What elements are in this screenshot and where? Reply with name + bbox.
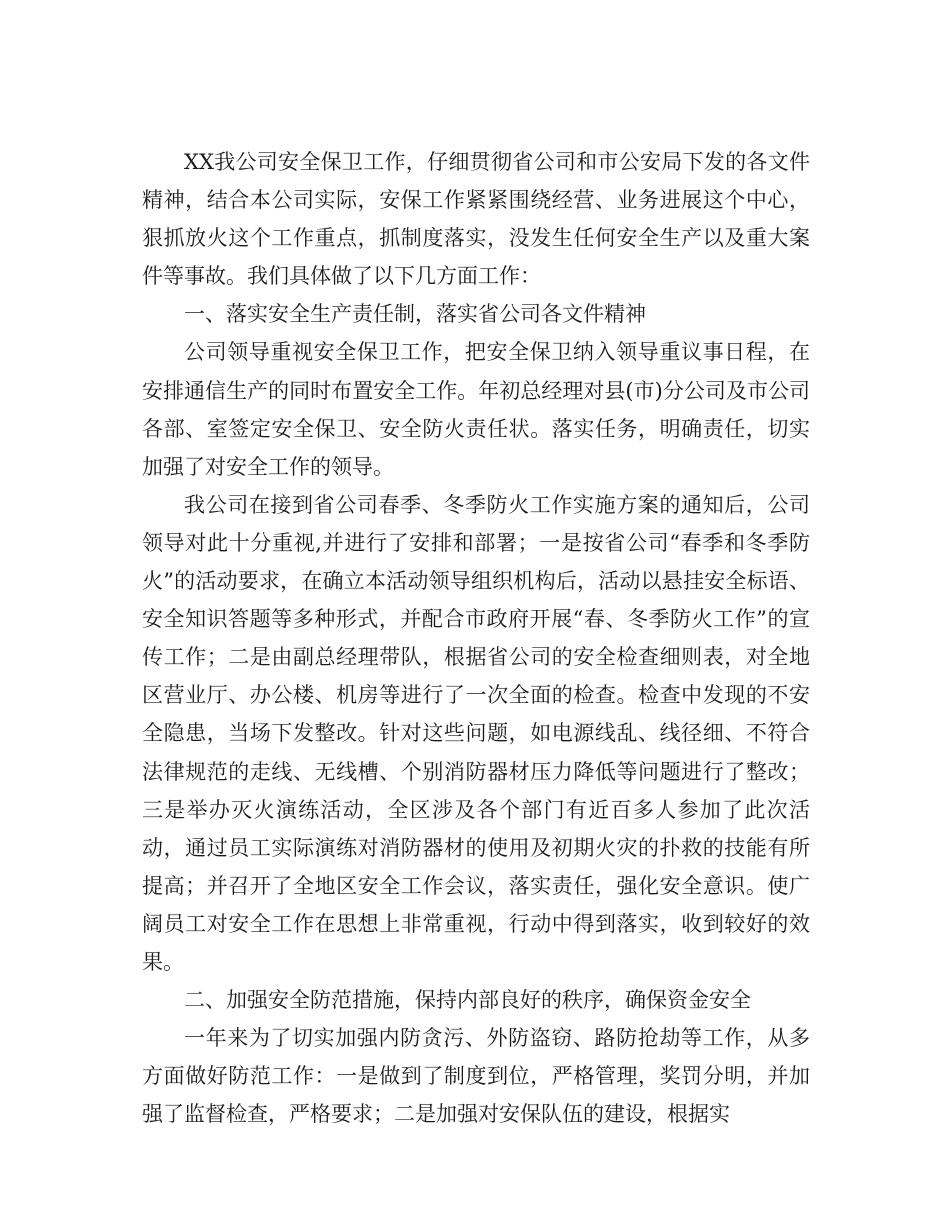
- paragraph-fire-prevention: 我公司在接到省公司春季、冬季防火工作实施方案的通知后，公司领导对此十分重视,并进行了安排和部署；一是按省公司“春季和冬季防火”的活动要求，在确立本活动领导组织机构后，活动以悬挂安全标语、安全知识答题等多种形式，并配合市政府开展“春、冬季防火工作”的宣传工作；二是由副总经理带队，根据省公司的安全检查细则表，对全地区营业厅、办公楼、机房等进行了一次全面的检查。检查中发现的不安全隐患，当场下发整改。针对这些问题，如电源线乱、线径细、不符合法律规范的走线、无线槽、个别消防器材压力降低等问题进行了整改；三是举办灭火演练活动，全区涉及各个部门有近百多人参加了此次活动，通过员工实际演练对消防器材的使用及初期火灾的扑救的技能有所提高；并召开了全地区安全工作会议，落实责任，强化安全意识。使广阔员工对安全工作在思想上非常重视，行动中得到落实，收到较好的效果。: [142, 492, 810, 974]
- paragraph-leadership: 公司领导重视安全保卫工作，把安全保卫纳入领导重议事日程，在安排通信生产的同时布置安全工作。年初总经理对县(市)分公司及市公司各部、室签定安全保卫、安全防火责任状。落实任务，明确责任，切实加强了对安全工作的领导。: [142, 340, 810, 479]
- section-heading-1: 一、落实安全生产责任制，落实省公司各文件精神: [184, 302, 646, 327]
- document-body: [142, 143, 810, 1133]
- section-heading-2: 二、加强安全防范措施，保持内部良好的秩序，确保资金安全: [184, 988, 751, 1013]
- paragraph-intro: XX我公司安全保卫工作，仔细贯彻省公司和市公安局下发的各文件精神，结合本公司实际，安保工作紧紧围绕经营、业务进展这个中心，狠抓放火这个工作重点，抓制度落实，没发生任何安全生产以及重大案件等事故。我们具体做了以下几方面工作：: [142, 150, 810, 289]
- paragraph-security-measures: 一年来为了切实加强内防贪污、外防盗窃、路防抢劫等工作，从多方面做好防范工作：一是做到了制度到位，严格管理，奖罚分明，并加强了监督检查，严格要求；二是加强对安保队伍的建设，根据实: [142, 1026, 810, 1127]
